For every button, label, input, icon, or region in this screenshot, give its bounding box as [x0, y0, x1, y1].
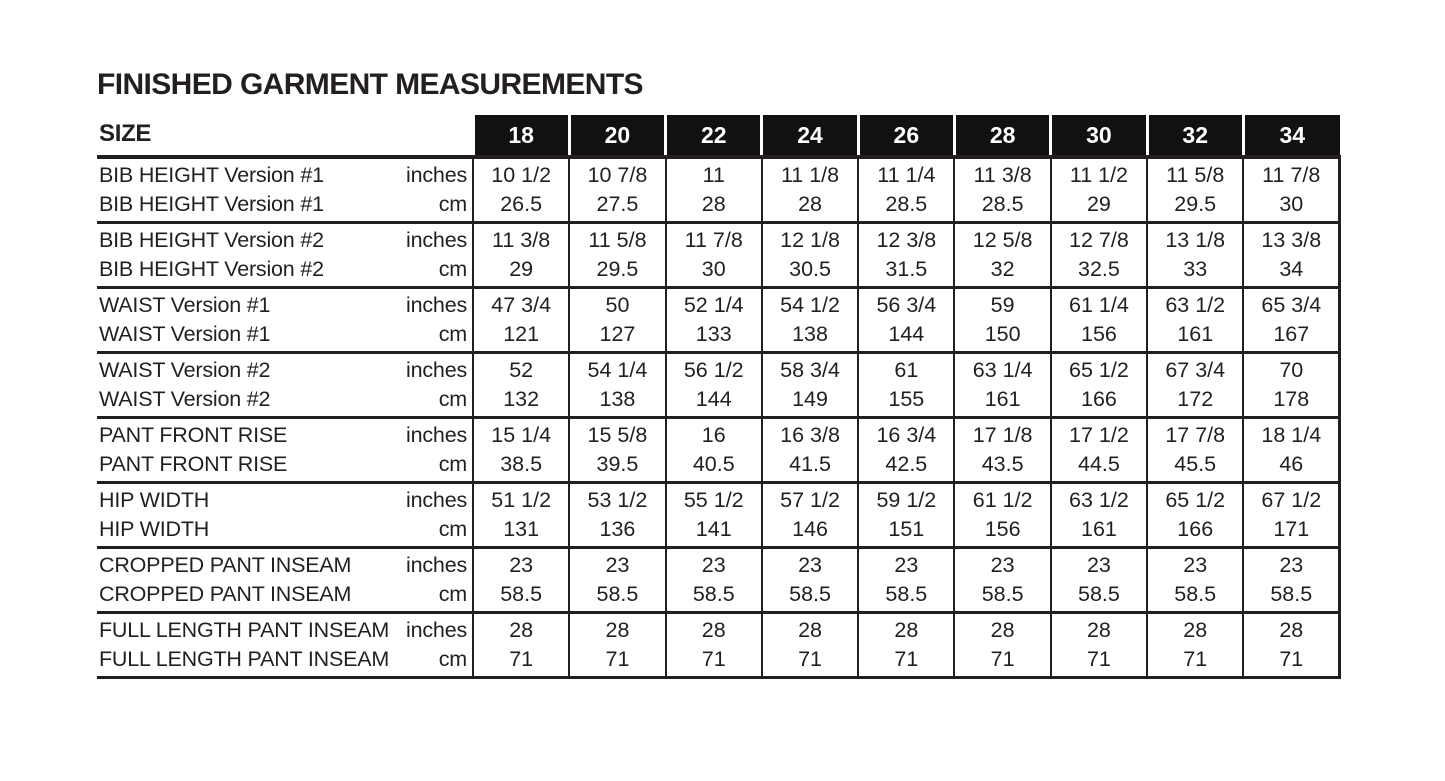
- inches-value: 10 7/8: [587, 163, 648, 187]
- value-cell: [1243, 157, 1339, 223]
- row-label-cell: [97, 288, 473, 353]
- inches-value: 50: [605, 293, 630, 317]
- inches-value: 11 1/2: [1069, 163, 1129, 187]
- unit-inches: inches: [406, 163, 467, 187]
- row-label-line: [99, 616, 467, 645]
- value-cell: [954, 483, 1050, 548]
- cm-value: 58.5: [596, 582, 639, 606]
- value-cell: [1051, 157, 1147, 223]
- value-cell: [1051, 548, 1147, 613]
- size-header-row: [97, 115, 1340, 157]
- row-label-cell: [97, 418, 473, 483]
- value-cell: [1243, 223, 1339, 288]
- cm-value: 31.5: [885, 257, 928, 281]
- row-label-line: [99, 551, 467, 580]
- value-cell: [858, 418, 954, 483]
- inches-value: 16: [701, 423, 726, 447]
- cm-value: 29.5: [1174, 192, 1217, 216]
- cm-value: 71: [798, 647, 822, 671]
- row-label-cell: [97, 613, 473, 678]
- inches-value: 16 3/8: [780, 423, 840, 447]
- unit-cm: cm: [438, 257, 467, 281]
- table-row: [97, 418, 1340, 483]
- value-cell: [1243, 483, 1339, 548]
- value-cell: [858, 483, 954, 548]
- size-header-18: 18: [473, 115, 569, 157]
- inches-value: 12 7/8: [1069, 228, 1129, 252]
- cm-value: 34: [1279, 257, 1304, 281]
- inches-value: 63 1/2: [1069, 488, 1129, 512]
- row-name: WAIST Version #2: [99, 387, 271, 411]
- inches-value: 23: [701, 553, 726, 577]
- row-label-cell: [97, 353, 473, 418]
- cm-value: 41.5: [789, 452, 831, 476]
- cm-value: 30: [1279, 192, 1304, 216]
- value-cell: [666, 288, 762, 353]
- inches-value: 11 3/8: [492, 228, 551, 252]
- table-row: [97, 223, 1340, 288]
- unit-inches: inches: [406, 228, 467, 252]
- value-cell: [762, 548, 858, 613]
- row-label-line: [99, 385, 467, 414]
- cm-value: 144: [888, 322, 925, 346]
- inches-value: 28: [1183, 618, 1208, 642]
- unit-cm: cm: [438, 387, 467, 411]
- row-name: CROPPED PANT INSEAM: [99, 553, 352, 577]
- inches-value: 67 1/2: [1261, 488, 1322, 512]
- value-cell: [666, 483, 762, 548]
- cm-value: 43.5: [981, 452, 1024, 476]
- cm-value: 149: [792, 387, 828, 411]
- row-name: BIB HEIGHT Version #2: [99, 228, 324, 252]
- row-label-line: [99, 580, 467, 609]
- size-header-34: 34: [1243, 115, 1339, 157]
- row-label-cell: [97, 483, 473, 548]
- row-name: CROPPED PANT INSEAM: [99, 582, 352, 606]
- value-cell: [569, 157, 665, 223]
- inches-value: 11 7/8: [1262, 163, 1321, 187]
- size-header-28: 28: [954, 115, 1050, 157]
- inches-value: 53 1/2: [587, 488, 648, 512]
- value-cell: [1243, 288, 1339, 353]
- value-cell: [666, 418, 762, 483]
- cm-value: 42.5: [885, 452, 928, 476]
- cm-value: 172: [1177, 387, 1214, 411]
- inches-value: 23: [1183, 553, 1208, 577]
- cm-value: 136: [599, 517, 636, 541]
- cm-value: 133: [695, 322, 732, 346]
- unit-inches: inches: [406, 293, 467, 317]
- table-row: [97, 613, 1340, 678]
- value-cell: [1147, 288, 1243, 353]
- unit-inches: inches: [406, 423, 467, 447]
- value-cell: [666, 223, 762, 288]
- cm-value: 30.5: [789, 257, 831, 281]
- value-cell: [666, 613, 762, 678]
- row-name: BIB HEIGHT Version #2: [99, 257, 324, 281]
- row-name: HIP WIDTH: [99, 517, 210, 541]
- value-cell: [1051, 613, 1147, 678]
- inches-value: 56 1/2: [683, 358, 744, 382]
- value-cell: [569, 483, 665, 548]
- cm-value: 150: [984, 322, 1021, 346]
- row-name: WAIST Version #1: [99, 293, 271, 317]
- cm-value: 71: [509, 647, 534, 671]
- row-name: PANT FRONT RISE: [99, 423, 288, 447]
- cm-value: 156: [984, 517, 1021, 541]
- row-label-line: [99, 450, 467, 479]
- row-label-line: [99, 645, 467, 674]
- table-row: [97, 483, 1340, 548]
- inches-value: 10 1/2: [491, 163, 552, 187]
- cm-value: 29: [1086, 192, 1111, 216]
- cm-value: 166: [1080, 387, 1117, 411]
- inches-value: 12 1/8: [780, 228, 840, 252]
- value-cell: [858, 157, 954, 223]
- value-cell: [858, 613, 954, 678]
- inches-value: 59 1/2: [876, 488, 937, 512]
- row-label-line: [99, 190, 467, 219]
- value-cell: [762, 223, 858, 288]
- value-cell: [1051, 483, 1147, 548]
- cm-value: 132: [503, 387, 540, 411]
- value-cell: [473, 483, 569, 548]
- value-cell: [1051, 418, 1147, 483]
- cm-value: 121: [503, 322, 540, 346]
- inches-value: 63 1/4: [972, 358, 1033, 382]
- cm-value: 166: [1177, 517, 1214, 541]
- inches-value: 61 1/4: [1069, 293, 1129, 317]
- unit-inches: inches: [406, 553, 467, 577]
- size-header-30: 30: [1051, 115, 1147, 157]
- value-cell: [858, 288, 954, 353]
- row-name: PANT FRONT RISE: [99, 452, 288, 476]
- cm-value: 141: [695, 517, 732, 541]
- unit-cm: cm: [438, 647, 467, 671]
- inches-value: 23: [605, 553, 630, 577]
- inches-value: 11 1/8: [780, 163, 840, 187]
- inches-value: 23: [990, 553, 1015, 577]
- inches-value: 13 3/8: [1261, 228, 1322, 252]
- table-row: [97, 288, 1340, 353]
- cm-value: 33: [1183, 257, 1208, 281]
- cm-value: 28.5: [981, 192, 1024, 216]
- row-name: BIB HEIGHT Version #1: [99, 163, 324, 187]
- row-name: HIP WIDTH: [99, 488, 210, 512]
- cm-value: 58.5: [692, 582, 735, 606]
- cm-value: 27.5: [596, 192, 639, 216]
- value-cell: [954, 548, 1050, 613]
- value-cell: [666, 157, 762, 223]
- cm-value: 144: [695, 387, 732, 411]
- value-cell: [1243, 418, 1339, 483]
- inches-value: 28: [1086, 618, 1111, 642]
- inches-value: 17 7/8: [1165, 423, 1226, 447]
- cm-value: 58.5: [500, 582, 543, 606]
- cm-value: 71: [1183, 647, 1208, 671]
- cm-value: 71: [605, 647, 630, 671]
- value-cell: [954, 613, 1050, 678]
- unit-cm: cm: [438, 582, 467, 606]
- value-cell: [954, 288, 1050, 353]
- value-cell: [762, 157, 858, 223]
- value-cell: [858, 223, 954, 288]
- value-cell: [1147, 613, 1243, 678]
- inches-value: 51 1/2: [491, 488, 552, 512]
- cm-value: 131: [503, 517, 540, 541]
- value-cell: [954, 223, 1050, 288]
- inches-value: 57 1/2: [780, 488, 840, 512]
- inches-value: 28: [509, 618, 534, 642]
- inches-value: 11 1/4: [877, 163, 936, 187]
- unit-inches: inches: [406, 358, 467, 382]
- value-cell: [569, 223, 665, 288]
- cm-value: 29: [509, 257, 534, 281]
- value-cell: [762, 613, 858, 678]
- unit-inches: inches: [406, 618, 467, 642]
- table-row: [97, 353, 1340, 418]
- row-label-cell: [97, 548, 473, 613]
- inches-value: 52 1/4: [683, 293, 744, 317]
- cm-value: 30: [701, 257, 726, 281]
- value-cell: [569, 353, 665, 418]
- cm-value: 58.5: [1174, 582, 1217, 606]
- size-header-26: 26: [858, 115, 954, 157]
- row-label-cell: [97, 223, 473, 288]
- row-label-line: [99, 421, 467, 450]
- value-cell: [666, 353, 762, 418]
- value-cell: [762, 418, 858, 483]
- inches-value: 28: [798, 618, 822, 642]
- value-cell: [473, 353, 569, 418]
- inches-value: 70: [1279, 358, 1304, 382]
- cm-value: 161: [1177, 322, 1214, 346]
- inches-value: 17 1/2: [1069, 423, 1129, 447]
- cm-value: 58.5: [885, 582, 928, 606]
- value-cell: [1147, 418, 1243, 483]
- inches-value: 56 3/4: [876, 293, 937, 317]
- cm-value: 71: [1279, 647, 1304, 671]
- inches-value: 15 5/8: [587, 423, 648, 447]
- size-header-20: 20: [569, 115, 665, 157]
- value-cell: [473, 613, 569, 678]
- inches-value: 11 5/8: [588, 228, 647, 252]
- inches-value: 11 7/8: [684, 228, 743, 252]
- cm-value: 44.5: [1078, 452, 1120, 476]
- inches-value: 28: [701, 618, 726, 642]
- inches-value: 28: [605, 618, 630, 642]
- inches-value: 55 1/2: [683, 488, 744, 512]
- value-cell: [569, 613, 665, 678]
- table-row: [97, 157, 1340, 223]
- value-cell: [569, 418, 665, 483]
- inches-value: 23: [798, 553, 822, 577]
- inches-value: 16 3/4: [876, 423, 937, 447]
- unit-cm: cm: [438, 517, 467, 541]
- inches-value: 23: [894, 553, 919, 577]
- row-label-line: [99, 226, 467, 255]
- cm-value: 71: [894, 647, 919, 671]
- cm-value: 28: [798, 192, 822, 216]
- cm-value: 38.5: [500, 452, 543, 476]
- cm-value: 178: [1273, 387, 1310, 411]
- inches-value: 52: [509, 358, 534, 382]
- cm-value: 138: [599, 387, 636, 411]
- row-label-line: [99, 161, 467, 190]
- size-header-24: 24: [762, 115, 858, 157]
- size-header-32: 32: [1147, 115, 1243, 157]
- inches-value: 63 1/2: [1165, 293, 1226, 317]
- row-label-line: [99, 291, 467, 320]
- inches-value: 61 1/2: [972, 488, 1033, 512]
- unit-cm: cm: [438, 452, 467, 476]
- value-cell: [858, 353, 954, 418]
- row-label-line: [99, 255, 467, 284]
- inches-value: 28: [1279, 618, 1304, 642]
- inches-value: 67 3/4: [1165, 358, 1226, 382]
- value-cell: [1051, 223, 1147, 288]
- row-name: WAIST Version #1: [99, 322, 271, 346]
- cm-value: 28.5: [885, 192, 928, 216]
- value-cell: [954, 418, 1050, 483]
- inches-value: 18 1/4: [1261, 423, 1322, 447]
- cm-value: 32.5: [1078, 257, 1120, 281]
- page-title: FINISHED GARMENT MEASUREMENTS: [97, 68, 643, 101]
- value-cell: [1147, 548, 1243, 613]
- value-cell: [666, 548, 762, 613]
- inches-value: 23: [509, 553, 534, 577]
- row-name: FULL LENGTH PANT INSEAM: [99, 647, 390, 671]
- value-cell: [473, 288, 569, 353]
- cm-value: 58.5: [981, 582, 1024, 606]
- measurement-rows: [97, 157, 1340, 678]
- cm-value: 161: [1080, 517, 1117, 541]
- unit-cm: cm: [438, 192, 467, 216]
- cm-value: 71: [701, 647, 726, 671]
- value-cell: [569, 288, 665, 353]
- row-name: BIB HEIGHT Version #1: [99, 192, 324, 216]
- value-cell: [569, 548, 665, 613]
- table-row: [97, 548, 1340, 613]
- inches-value: 28: [894, 618, 919, 642]
- cm-value: 46: [1279, 452, 1304, 476]
- inches-value: 28: [990, 618, 1015, 642]
- value-cell: [473, 157, 569, 223]
- cm-value: 71: [1086, 647, 1111, 671]
- row-label-cell: [97, 157, 473, 223]
- inches-value: 11 3/8: [973, 163, 1032, 187]
- cm-value: 58.5: [1270, 582, 1313, 606]
- cm-value: 156: [1080, 322, 1117, 346]
- measurement-table: [97, 115, 1341, 679]
- size-header-22: 22: [666, 115, 762, 157]
- value-cell: [762, 353, 858, 418]
- cm-value: 28: [701, 192, 726, 216]
- inches-value: 61: [894, 358, 919, 382]
- inches-value: 47 3/4: [491, 293, 552, 317]
- size-header-label: SIZE: [97, 115, 473, 157]
- cm-value: 138: [792, 322, 828, 346]
- cm-value: 167: [1273, 322, 1310, 346]
- inches-value: 58 3/4: [780, 358, 840, 382]
- inches-value: 54 1/4: [587, 358, 648, 382]
- value-cell: [1147, 157, 1243, 223]
- cm-value: 29.5: [596, 257, 639, 281]
- cm-value: 26.5: [500, 192, 543, 216]
- inches-value: 59: [990, 293, 1015, 317]
- row-label-line: [99, 320, 467, 349]
- value-cell: [473, 548, 569, 613]
- inches-value: 12 3/8: [876, 228, 937, 252]
- row-label-line: [99, 356, 467, 385]
- cm-value: 45.5: [1174, 452, 1217, 476]
- inches-value: 23: [1279, 553, 1304, 577]
- value-cell: [1051, 288, 1147, 353]
- value-cell: [1147, 353, 1243, 418]
- cm-value: 58.5: [1078, 582, 1120, 606]
- value-cell: [858, 548, 954, 613]
- row-label-line: [99, 486, 467, 515]
- inches-value: 54 1/2: [780, 293, 840, 317]
- inches-value: 12 5/8: [972, 228, 1033, 252]
- unit-inches: inches: [406, 488, 467, 512]
- cm-value: 161: [984, 387, 1021, 411]
- value-cell: [1147, 483, 1243, 548]
- row-name: WAIST Version #2: [99, 358, 271, 382]
- cm-value: 71: [990, 647, 1015, 671]
- value-cell: [1243, 353, 1339, 418]
- inches-value: 65 1/2: [1165, 488, 1226, 512]
- cm-value: 58.5: [789, 582, 831, 606]
- value-cell: [1243, 548, 1339, 613]
- row-name: FULL LENGTH PANT INSEAM: [99, 618, 390, 642]
- value-cell: [762, 483, 858, 548]
- inches-value: 65 3/4: [1261, 293, 1322, 317]
- value-cell: [954, 353, 1050, 418]
- cm-value: 155: [888, 387, 925, 411]
- cm-value: 40.5: [692, 452, 735, 476]
- value-cell: [1051, 353, 1147, 418]
- cm-value: 39.5: [596, 452, 639, 476]
- inches-value: 11 5/8: [1166, 163, 1225, 187]
- unit-cm: cm: [438, 322, 467, 346]
- value-cell: [1147, 223, 1243, 288]
- inches-value: 13 1/8: [1165, 228, 1226, 252]
- inches-value: 11: [702, 163, 725, 187]
- inches-value: 17 1/8: [972, 423, 1033, 447]
- cm-value: 151: [888, 517, 925, 541]
- row-label-line: [99, 515, 467, 544]
- value-cell: [954, 157, 1050, 223]
- cm-value: 146: [792, 517, 828, 541]
- cm-value: 127: [599, 322, 636, 346]
- value-cell: [473, 223, 569, 288]
- value-cell: [762, 288, 858, 353]
- value-cell: [473, 418, 569, 483]
- value-cell: [1243, 613, 1339, 678]
- cm-value: 32: [990, 257, 1015, 281]
- inches-value: 15 1/4: [491, 423, 552, 447]
- cm-value: 171: [1273, 517, 1310, 541]
- inches-value: 65 1/2: [1069, 358, 1129, 382]
- inches-value: 23: [1086, 553, 1111, 577]
